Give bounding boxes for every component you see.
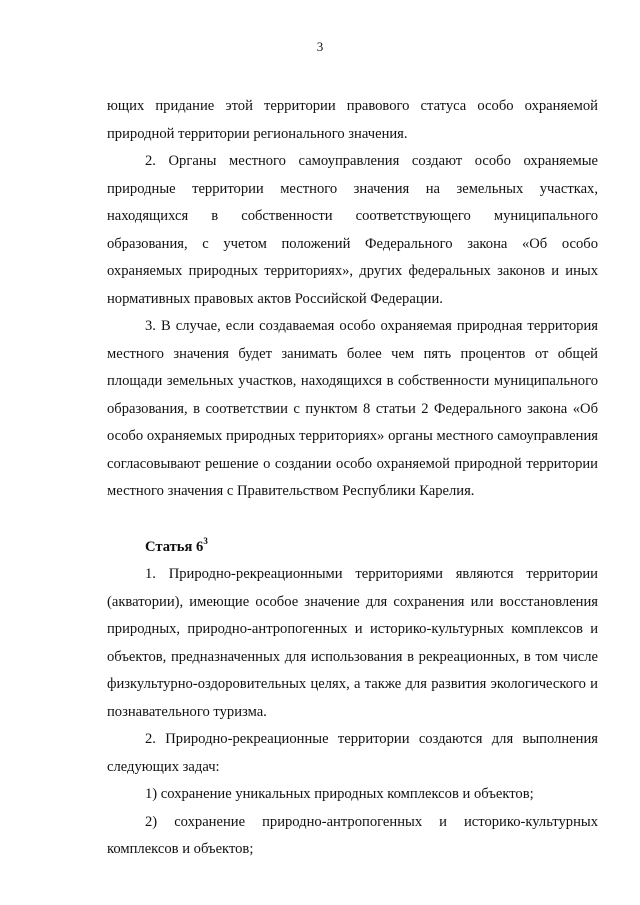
paragraph-item-3: 3. В случае, если создаваемая особо охраняемая природная территория местного значения будет занимать более чем пять процентов от общей площади земельных участков, находящихся в собственности муниципального образования, в соответствии с пунктом 8 статьи 2 Федерального закона «Об особо охраняемых природных территориях» органы местного самоуправления согласовывают решение о создании особо охраняемой природной территории местного значения с Правительством Республики Карелия. xyxy=(107,318,598,499)
document-body xyxy=(107,93,598,864)
paragraph-continuation: ющих придание этой территории правового статуса особо охраняемой природной территории регионального значения. xyxy=(107,98,598,142)
article-superscript: 3 xyxy=(203,535,208,546)
paragraph-article-item-2: 2. Природно-рекреационные территории создаются для выполнения следующих задач: xyxy=(107,731,598,775)
paragraph-item-2: 2. Органы местного самоуправления создают особо охраняемые природные территории местного значения на земельных участках, находящихся в собственности соответствующего муниципального образования, с учетом положений Федерального закона «Об особо охраняемых природных территориях», других федеральных законов и иных нормативных правовых актов Российской Федерации. xyxy=(107,153,598,307)
paragraph-article-item-1: 1. Природно-рекреационными территориями являются территории (акватории), имеющие особое значение для сохранения или восстановления природных, природно-антропогенных и историко-культурных комплексов и объектов, предназначенных для использования в рекреационных, в том числе физкультурно-оздоровительных целях, а также для развития экологического и познавательного туризма. xyxy=(107,566,598,720)
page-number: 3 xyxy=(316,39,324,54)
paragraph-subitem-1: 1) сохранение уникальных природных комплексов и объектов; xyxy=(145,786,534,802)
article-heading xyxy=(107,534,598,562)
article-title: Статья 6 xyxy=(145,538,204,555)
paragraph-subitem-2: 2) сохранение природно-антропогенных и историко-культурных комплексов и объектов; xyxy=(107,813,598,857)
